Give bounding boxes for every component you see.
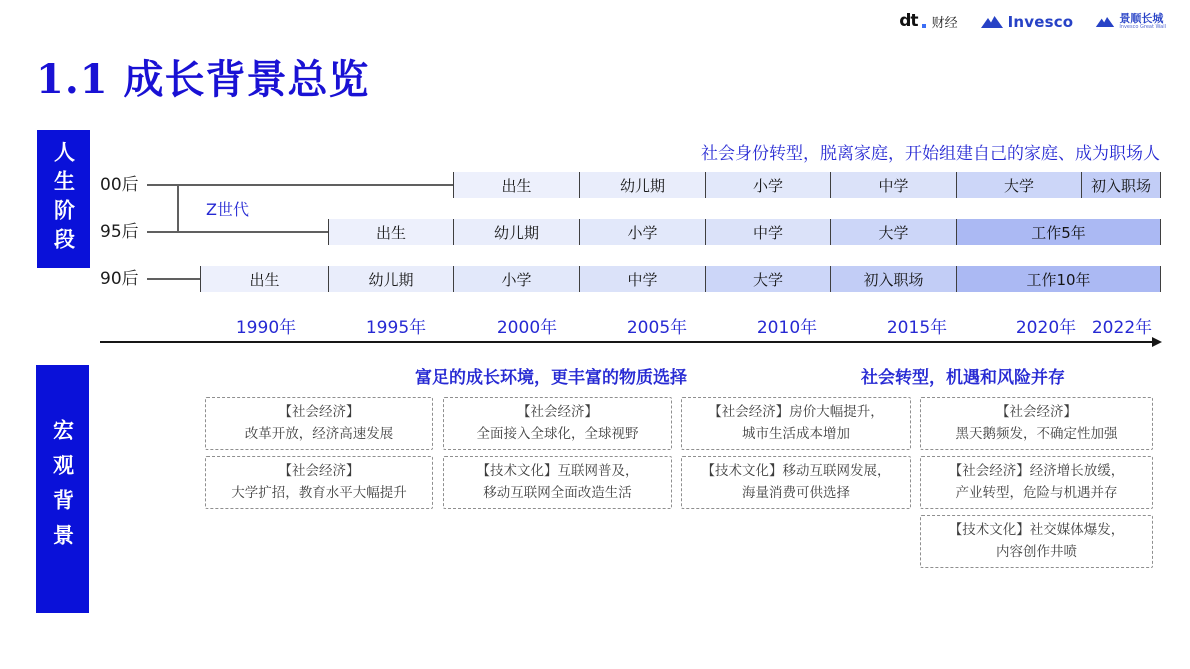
year-tick-label: 2000年 [496, 318, 558, 338]
macro-factor-box [920, 515, 1153, 568]
macro-factor-text: 【社会经济】房价大幅提升， [708, 403, 884, 420]
generation-label: 00后 [100, 175, 139, 195]
life-stage-segment: 出生 [328, 219, 453, 245]
macro-factor-text: 大学扩招，教育水平大幅提升 [231, 484, 407, 501]
life-stage-segment: 中学 [705, 219, 830, 245]
life-stage-segment: 小学 [705, 172, 830, 198]
life-stage-segment: 工作5年 [956, 219, 1160, 245]
life-stage-segment: 初入职场 [1081, 172, 1160, 198]
life-stage-segment: 幼儿期 [328, 266, 453, 292]
year-tick-label: 1990年 [235, 318, 297, 338]
year-tick-label: 2022年 [1091, 318, 1153, 338]
life-stage-segment: 出生 [453, 172, 579, 198]
macro-factor-box [920, 456, 1153, 509]
macro-factor-box [920, 397, 1153, 450]
macro-factor-text: 【技术文化】互联网普及， [476, 462, 639, 479]
macro-factor-text: 全面接入全球化，全球视野 [476, 425, 639, 442]
macro-factor-box [205, 397, 433, 450]
macro-factor-box [443, 456, 672, 509]
invesco-great-wall-sublabel: Invesco Great Wall [1119, 23, 1166, 30]
timeline-annotation: 社会身份转型，脱离家庭，开始组建自己的家庭、成为职场人 [701, 144, 1160, 164]
generation-connector-line [147, 184, 453, 186]
macro-factor-text: 黑天鹅频发，不确定性加强 [955, 425, 1118, 442]
gen-z-label: Z世代 [206, 200, 249, 219]
macro-factor-text: 产业转型，危险与机遇并存 [955, 484, 1118, 501]
year-tick-label: 2010年 [756, 318, 818, 338]
macro-factor-text: 海量消费可供选择 [742, 484, 850, 501]
life-stage-segment: 大学 [830, 219, 956, 245]
dt-logo-label: 财经 [931, 16, 958, 31]
year-tick-label: 2005年 [626, 318, 688, 338]
macro-factor-box [681, 456, 911, 509]
generation-connector-line [147, 231, 328, 233]
macro-factor-text: 【社会经济】经济增长放缓， [948, 462, 1125, 479]
invesco-logo-label: Invesco [1007, 12, 1074, 31]
life-stage-segment: 出生 [200, 266, 328, 292]
life-stage-segment: 中学 [579, 266, 705, 292]
macro-factor-text: 内容创作井喷 [996, 543, 1077, 560]
macro-factor-text: 移动互联网全面改造生活 [483, 484, 632, 501]
generation-label: 95后 [100, 222, 139, 242]
generation-connector-line [147, 278, 200, 280]
timeline-axis [100, 341, 1154, 343]
life-stage-segment: 大学 [705, 266, 830, 292]
macro-factor-text: 改革开放，经济高速发展 [244, 425, 394, 442]
life-stage-segment: 大学 [956, 172, 1081, 198]
dt-logo-icon: dt [899, 11, 918, 31]
life-stage-segment: 小学 [453, 266, 579, 292]
section-label-life-stages: 人生阶段 [37, 130, 90, 268]
life-stage-band [200, 266, 1161, 292]
macro-period-header: 富足的成长环境，更丰富的物质选择 [415, 368, 687, 388]
invesco-great-wall-label: 景顺长城 [1119, 11, 1164, 25]
gen-z-bracket-line [177, 184, 179, 231]
macro-period-header: 社会转型，机遇和风险并存 [861, 368, 1065, 388]
life-stage-segment: 中学 [830, 172, 956, 198]
page-title: 1.1 成长背景总览 [36, 56, 370, 103]
macro-factor-text: 城市生活成本增加 [742, 425, 850, 442]
macro-factor-box [443, 397, 672, 450]
macro-factor-box [205, 456, 433, 509]
macro-factor-text: 【社会经济】 [996, 403, 1077, 420]
year-tick-label: 2015年 [886, 318, 948, 338]
year-tick-label: 2020年 [1015, 318, 1077, 338]
year-tick-label: 1995年 [365, 318, 427, 338]
macro-factor-text: 【社会经济】 [278, 403, 360, 420]
life-stage-segment: 幼儿期 [579, 172, 705, 198]
life-stage-band [453, 172, 1161, 198]
section-label-macro-background: 宏观背景 [36, 365, 89, 613]
macro-factor-text: 【社会经济】 [517, 403, 598, 420]
macro-factor-text: 【社会经济】 [278, 462, 360, 479]
life-stage-segment: 初入职场 [830, 266, 956, 292]
timeline-axis-arrowhead-icon [1152, 337, 1162, 347]
macro-factor-text: 【技术文化】移动互联网发展， [701, 462, 891, 479]
macro-factor-text: 【技术文化】社交媒体爆发， [948, 521, 1125, 538]
life-stage-segment: 幼儿期 [453, 219, 579, 245]
life-stage-segment: 小学 [579, 219, 705, 245]
generation-label: 90后 [100, 269, 139, 289]
life-stage-segment: 工作10年 [956, 266, 1160, 292]
life-stage-band [328, 219, 1161, 245]
macro-factor-box [681, 397, 911, 450]
